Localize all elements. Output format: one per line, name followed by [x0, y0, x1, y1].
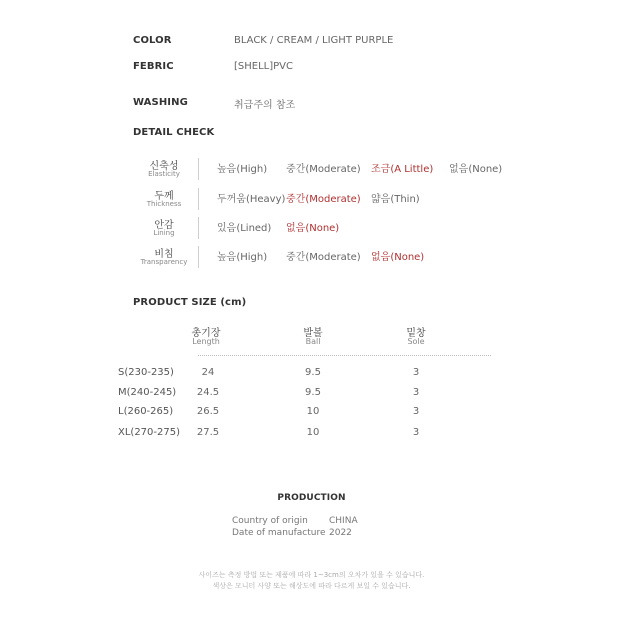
option-selected: 중간(Moderate) — [286, 194, 361, 205]
date-label: Date of manufacture — [232, 528, 326, 538]
size-cell: 3 — [412, 367, 420, 378]
washing-label: WASHING — [133, 97, 188, 108]
size-cell: 9.5 — [305, 367, 321, 378]
size-cell: 3 — [412, 427, 420, 438]
size-label: XL(270-275) — [118, 427, 181, 438]
size-label: L(260-265) — [118, 406, 174, 417]
option-selected: 조금(A Little) — [371, 164, 434, 175]
column-header-ko: 발볼 — [303, 328, 323, 339]
detail-row-en: Elasticity — [148, 170, 180, 178]
detail-row-ko: 비침 — [154, 249, 174, 260]
option: 높음(High) — [217, 164, 268, 175]
size-cell: 3 — [412, 406, 420, 417]
detail-check-title: DETAIL CHECK — [133, 127, 215, 138]
row-divider — [198, 188, 199, 210]
header-divider — [198, 355, 491, 356]
option-selected: 없음(None) — [286, 223, 340, 234]
detail-row-ko: 신축성 — [149, 161, 179, 172]
option: 높음(High) — [217, 252, 268, 263]
product-size-title: PRODUCT SIZE (cm) — [133, 297, 247, 308]
fabric-label: FEBRIC — [133, 61, 174, 72]
detail-row-en: Lining — [153, 229, 175, 237]
option: 있음(Lined) — [217, 223, 272, 234]
size-label: S(230-235) — [118, 367, 174, 378]
detail-row-en: Thickness — [146, 200, 182, 208]
row-divider — [198, 217, 199, 239]
country-value: CHINA — [329, 516, 358, 526]
date-value: 2022 — [329, 528, 352, 538]
option: 얇음(Thin) — [371, 194, 420, 205]
washing-value: 취급주의 참조 — [234, 100, 296, 111]
option: 없음(None) — [449, 164, 503, 175]
size-cell: 9.5 — [305, 387, 321, 398]
size-cell: 26.5 — [196, 406, 220, 417]
fabric-value: [SHELL]PVC — [234, 61, 293, 72]
detail-row-ko: 안감 — [154, 220, 174, 231]
column-header-en: Ball — [305, 337, 321, 346]
size-cell: 27.5 — [196, 427, 220, 438]
column-header-ko: 밑창 — [406, 328, 426, 339]
option: 중간(Moderate) — [286, 252, 361, 263]
column-header-ko: 총기장 — [191, 328, 221, 339]
color-note: 색상은 모니터 사양 또는 해상도에 따라 다르게 보일 수 있습니다. — [212, 582, 411, 590]
size-label: M(240-245) — [118, 387, 177, 398]
option-selected: 없음(None) — [371, 252, 425, 263]
detail-row-ko: 두께 — [154, 191, 174, 202]
detail-row-en: Transparency — [140, 258, 188, 266]
color-label: COLOR — [133, 35, 172, 46]
size-cell: 24 — [201, 367, 215, 378]
color-value: BLACK / CREAM / LIGHT PURPLE — [234, 35, 394, 46]
row-divider — [198, 158, 199, 180]
size-note: 사이즈는 측정 방법 또는 제품에 따라 1~3cm의 오차가 있을 수 있습니다. — [198, 571, 425, 579]
size-cell: 24.5 — [196, 387, 220, 398]
size-cell: 10 — [306, 427, 320, 438]
size-cell: 10 — [306, 406, 320, 417]
country-label: Country of origin — [232, 516, 308, 526]
column-header-en: Length — [192, 337, 220, 346]
column-header-en: Sole — [407, 337, 425, 346]
size-cell: 3 — [412, 387, 420, 398]
option: 중간(Moderate) — [286, 164, 361, 175]
production-title: PRODUCTION — [277, 493, 346, 503]
row-divider — [198, 246, 199, 268]
option: 두꺼움(Heavy) — [217, 194, 286, 205]
